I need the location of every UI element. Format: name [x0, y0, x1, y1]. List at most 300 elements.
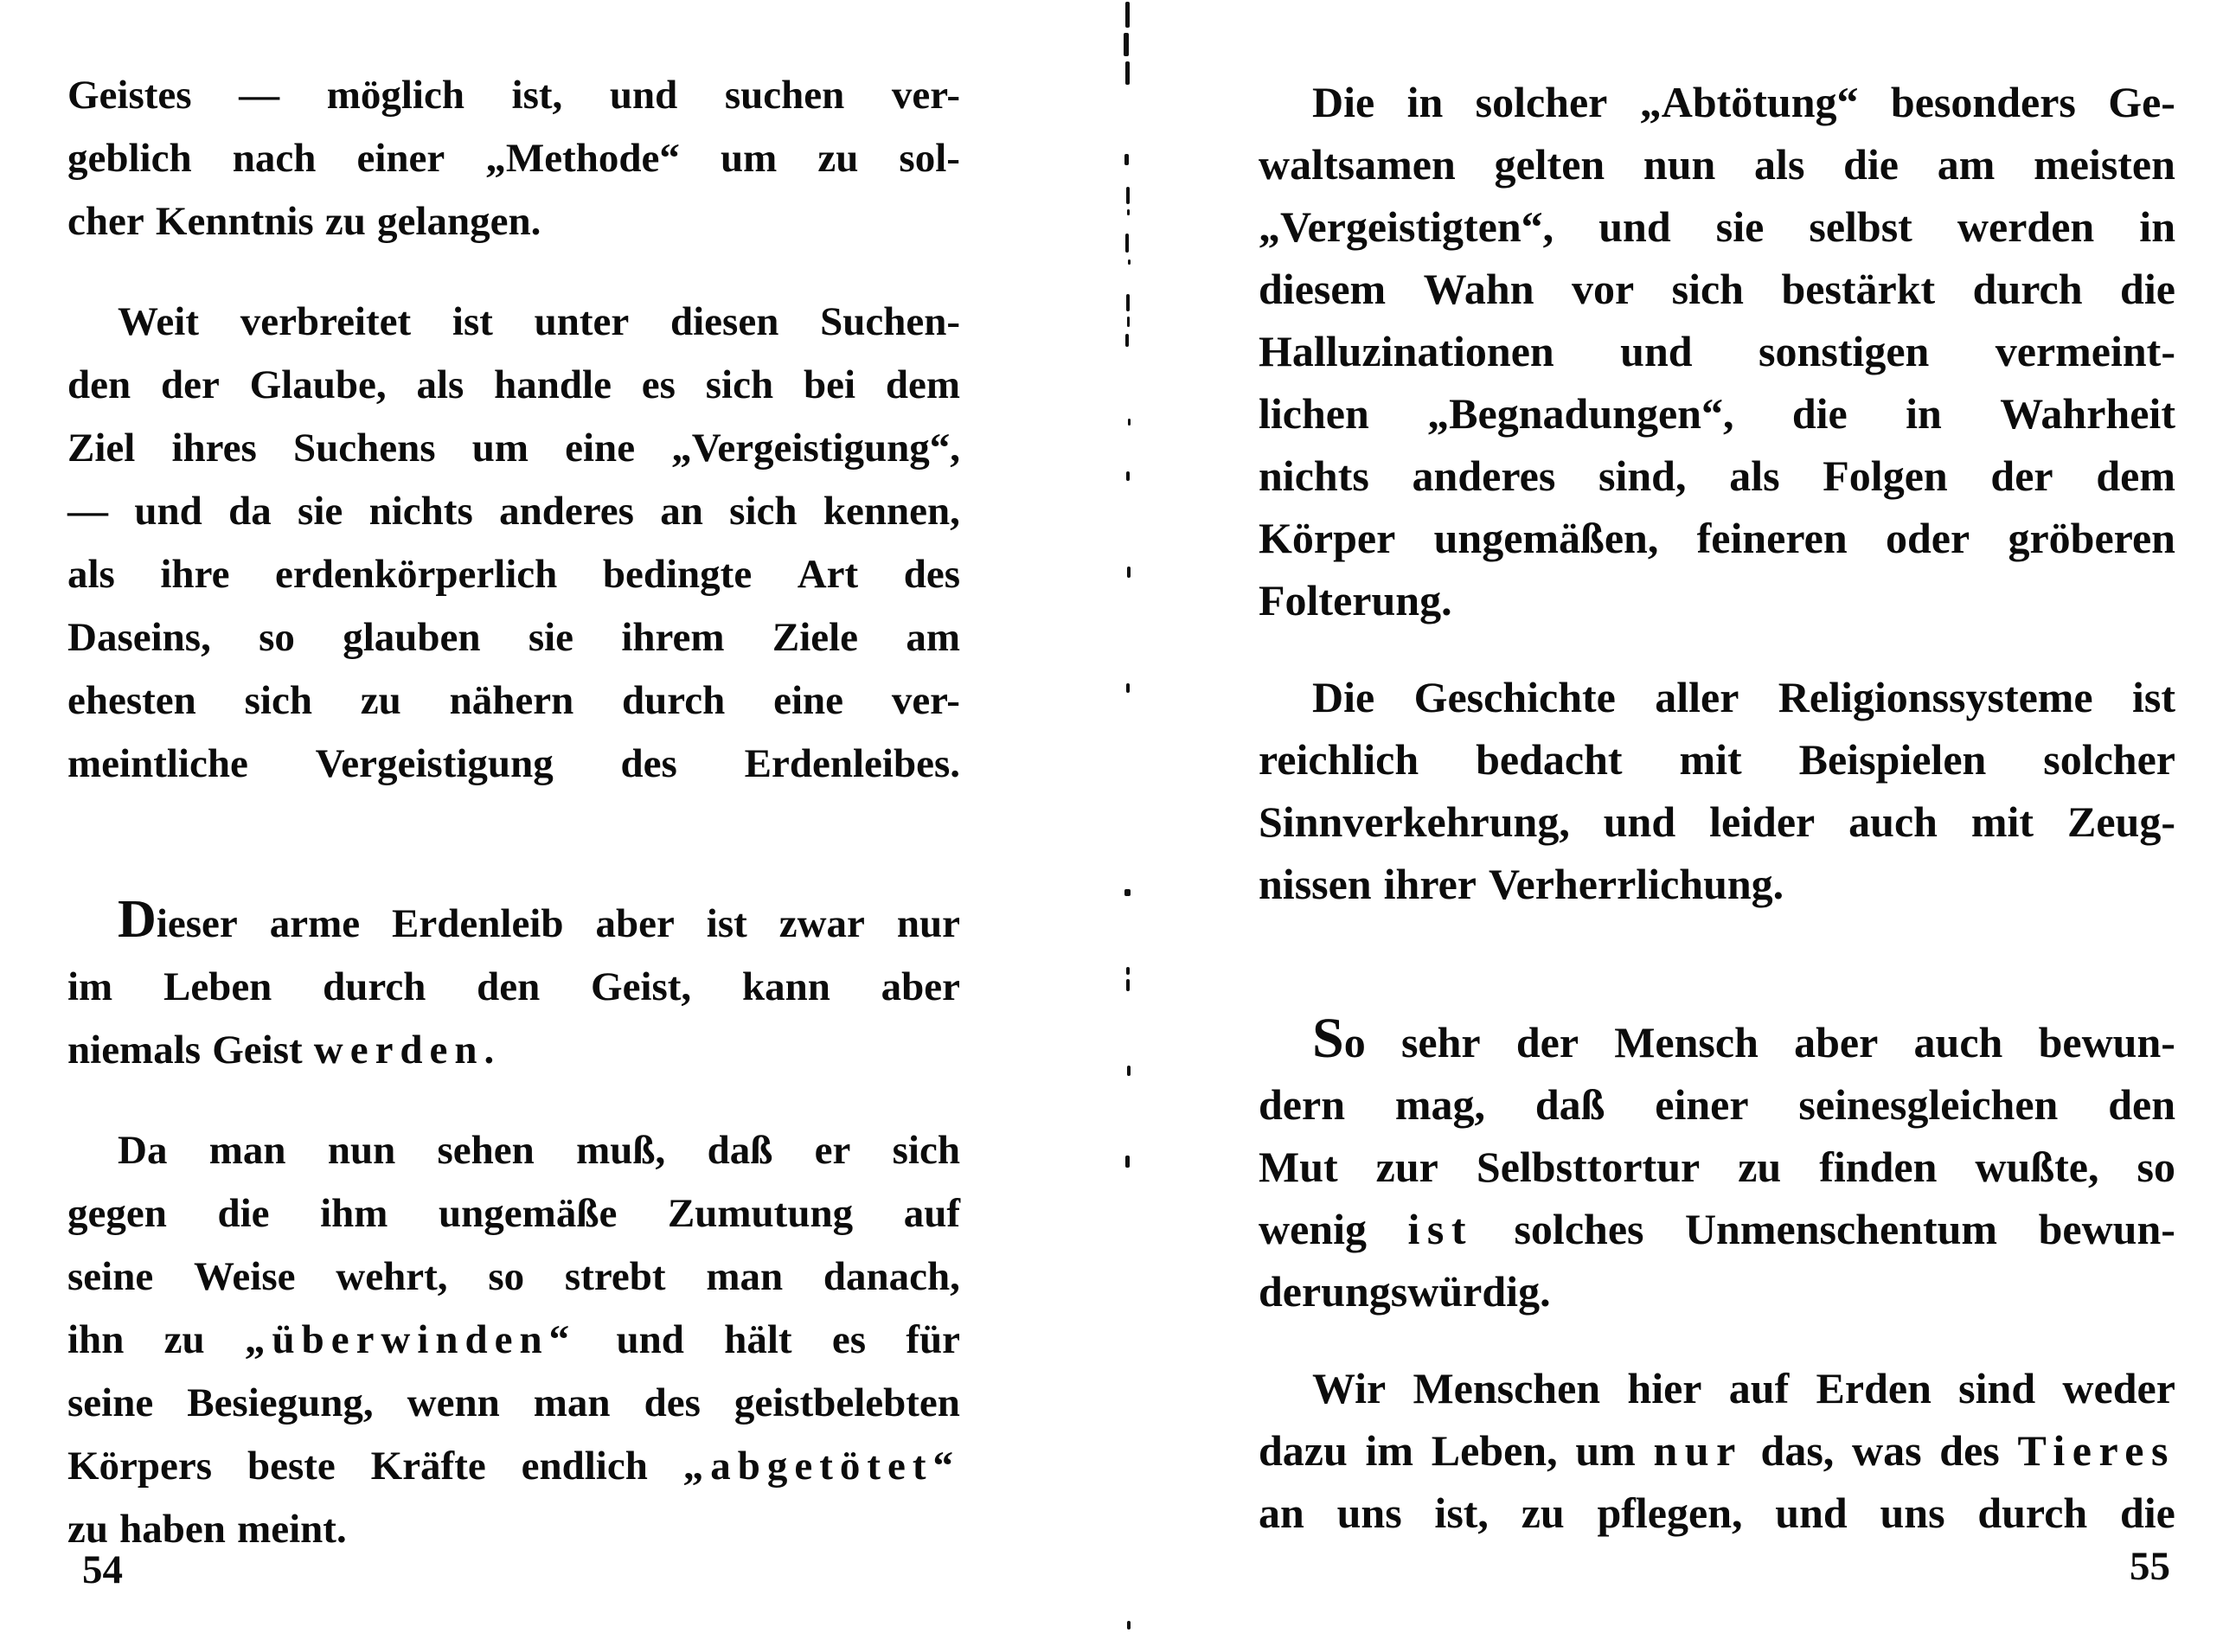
- text-line: [67, 733, 960, 796]
- ink-speck: [1127, 567, 1131, 578]
- text-line: [67, 64, 960, 127]
- text-line: [67, 956, 960, 1019]
- initial-capital: S: [1312, 1007, 1344, 1070]
- word: Erdenleibes.: [744, 741, 960, 786]
- word: Kräfte: [370, 1444, 486, 1489]
- ink-speck: [1126, 187, 1130, 204]
- word: um: [471, 426, 529, 471]
- word: Die: [1312, 78, 1375, 126]
- word: ist: [1407, 1205, 1473, 1253]
- word: zwar: [778, 901, 865, 946]
- word: sonstigen: [1759, 327, 1930, 375]
- word: —: [67, 489, 108, 534]
- text-line: [67, 1119, 960, 1182]
- ink-speck: [1126, 967, 1130, 975]
- text-line: [1259, 791, 2175, 853]
- word: Körper: [1259, 514, 1396, 562]
- word: durch: [1972, 265, 2083, 313]
- text-line: [1259, 445, 2175, 507]
- word: nissen: [1259, 860, 1372, 908]
- word: reichlich: [1259, 735, 1419, 784]
- word: meint.: [237, 1507, 347, 1552]
- word: man: [533, 1380, 611, 1425]
- word: an: [660, 489, 703, 534]
- word: oder: [1885, 514, 1970, 562]
- word: auf: [1728, 1364, 1790, 1412]
- word: um: [1575, 1426, 1636, 1475]
- initial-capital: D: [118, 890, 157, 949]
- word: Leben: [163, 964, 272, 1009]
- word: am: [1937, 140, 1996, 189]
- word: das,: [1760, 1426, 1835, 1475]
- text-line: [1259, 1260, 2175, 1322]
- word: solcher: [1475, 78, 1608, 126]
- word: dem: [2096, 451, 2175, 500]
- word: sich: [1671, 265, 1744, 313]
- word: strebt: [564, 1254, 666, 1299]
- word: des: [644, 1380, 701, 1425]
- word: haben: [119, 1507, 226, 1552]
- word: waltsamen: [1259, 140, 1456, 189]
- right-page-number: 55: [2130, 1544, 2170, 1589]
- word: eine: [565, 426, 636, 471]
- word: zu: [1521, 1489, 1565, 1537]
- word: meisten: [2034, 140, 2175, 189]
- word: in: [2139, 202, 2175, 251]
- word: —: [239, 73, 280, 118]
- word: mit: [1679, 735, 1742, 784]
- word: unter: [534, 299, 630, 344]
- word: zu: [817, 136, 859, 181]
- word: Sinnverkehrung,: [1259, 797, 1570, 846]
- word: besonders: [1890, 78, 2076, 126]
- word: im: [67, 964, 113, 1009]
- word: „Abtötung“: [1639, 78, 1859, 126]
- text-line: [1259, 320, 2175, 382]
- word: anderes: [1412, 451, 1556, 500]
- word: Kenntnis: [155, 199, 314, 244]
- text-line: [1259, 382, 2175, 445]
- text-line: [67, 890, 960, 956]
- word: uns: [1880, 1489, 1945, 1537]
- word: feineren: [1696, 514, 1848, 562]
- word: zu: [324, 199, 366, 244]
- word: seine: [67, 1380, 154, 1425]
- word: am: [906, 615, 960, 660]
- paragraph: [67, 1119, 960, 1561]
- text-line: [67, 1309, 960, 1372]
- word: beste: [247, 1444, 336, 1489]
- word: hier: [1627, 1364, 1702, 1412]
- word: Zumutung: [667, 1191, 854, 1236]
- word: „Vergeistigten“,: [1259, 202, 1554, 251]
- word: meintliche: [67, 741, 248, 786]
- word: durch: [323, 964, 426, 1009]
- word: aller: [1655, 673, 1739, 721]
- word: und: [1603, 797, 1676, 846]
- word: nach: [232, 136, 317, 181]
- word: diesem: [1259, 265, 1387, 313]
- word: einer: [1655, 1080, 1749, 1129]
- word: bei: [803, 362, 855, 407]
- word: und: [1598, 202, 1671, 251]
- word: und: [1620, 327, 1693, 375]
- word: muß,: [576, 1128, 666, 1173]
- word: Ge-: [2108, 78, 2175, 126]
- word: Geist: [212, 1028, 303, 1073]
- ink-speck: [1127, 317, 1130, 327]
- word: die: [2119, 1489, 2175, 1537]
- word: ungemäßen,: [1433, 514, 1659, 562]
- word: solches: [1514, 1205, 1644, 1253]
- word: so: [488, 1254, 525, 1299]
- word: Wahn: [1423, 265, 1534, 313]
- word: und: [134, 489, 202, 534]
- word: selbst: [1809, 202, 1912, 251]
- text-line: [1259, 1482, 2175, 1544]
- text-line: [67, 543, 960, 606]
- word: Menschen: [1413, 1364, 1601, 1412]
- word: die: [1791, 389, 1848, 438]
- text-line: [67, 190, 960, 253]
- word: Zeug-: [2066, 797, 2175, 846]
- paragraph: [1259, 1357, 2175, 1544]
- paragraph: [67, 64, 960, 253]
- text-line: [67, 480, 960, 543]
- text-line: [67, 417, 960, 480]
- word: Besiegung,: [187, 1380, 374, 1425]
- word: gelten: [1494, 140, 1605, 189]
- word: Leben,: [1431, 1426, 1558, 1475]
- word: durch: [622, 678, 726, 723]
- word: und: [1775, 1489, 1848, 1537]
- word: sich: [705, 362, 774, 407]
- ink-speck: [1125, 234, 1129, 253]
- word: handle: [494, 362, 612, 407]
- word: an: [1259, 1489, 1304, 1537]
- text-line: [67, 291, 960, 354]
- text-line: [1259, 507, 2175, 569]
- word: Weise: [194, 1254, 296, 1299]
- word: er: [814, 1128, 851, 1173]
- text-line: [1259, 1007, 2175, 1073]
- word: des: [1939, 1426, 2000, 1475]
- text-line: [67, 354, 960, 417]
- word: Wir: [1312, 1364, 1387, 1412]
- word: für: [906, 1317, 960, 1362]
- word: dern: [1259, 1080, 1345, 1129]
- word: ihrem: [621, 615, 725, 660]
- word: der: [1515, 1018, 1579, 1066]
- word: Körpers: [67, 1444, 213, 1489]
- word: und: [616, 1317, 684, 1362]
- text-line: [1259, 258, 2175, 320]
- word: „abgetötet“: [682, 1444, 960, 1489]
- word: Folgen: [1823, 451, 1948, 500]
- word: da: [228, 489, 272, 534]
- word: derungswürdig.: [1259, 1267, 1551, 1316]
- word: leider: [1709, 797, 1816, 846]
- word: ihre: [160, 552, 230, 597]
- text-line: [67, 127, 960, 190]
- word: bewun-: [2038, 1205, 2175, 1253]
- word: erdenkörperlich: [274, 552, 558, 597]
- word: wußte,: [1975, 1143, 2099, 1191]
- word: ihn: [67, 1317, 125, 1362]
- word: die: [1843, 140, 1899, 189]
- word: so: [259, 615, 295, 660]
- word: Wahrheit: [2000, 389, 2175, 438]
- word: glauben: [343, 615, 481, 660]
- word: bestärkt: [1781, 265, 1936, 313]
- word: Da: [118, 1128, 168, 1173]
- word: Glaube,: [249, 362, 387, 407]
- text-line: [1259, 1357, 2175, 1419]
- word: So: [1312, 1007, 1366, 1070]
- word: der: [160, 362, 220, 407]
- gutter-line-segment: [1125, 61, 1130, 85]
- word: ihrer: [1383, 860, 1477, 908]
- word: nichts: [368, 489, 473, 534]
- text-line: [1259, 71, 2175, 133]
- word: so: [2137, 1143, 2175, 1191]
- word: nur: [1653, 1426, 1743, 1475]
- text-line: [1259, 728, 2175, 791]
- word: geblich: [67, 136, 192, 181]
- word: uns: [1336, 1489, 1402, 1537]
- word: als: [416, 362, 464, 407]
- word: die: [2120, 265, 2175, 313]
- text-line: [1259, 569, 2175, 631]
- word: Weit: [118, 299, 199, 344]
- word: gegen: [67, 1191, 167, 1236]
- ink-speck: [1124, 889, 1131, 896]
- text-line: [1259, 195, 2175, 258]
- word: dazu: [1259, 1426, 1348, 1475]
- word: auch: [1913, 1018, 2003, 1066]
- word: verbreitet: [240, 299, 412, 344]
- text-line: [1259, 1419, 2175, 1482]
- text-line: [1259, 666, 2175, 728]
- word: kennen,: [823, 489, 960, 534]
- ink-speck: [1128, 419, 1131, 426]
- paragraph: [67, 291, 960, 796]
- word: den: [477, 964, 541, 1009]
- word: im: [1365, 1426, 1414, 1475]
- text-line: [1259, 1198, 2175, 1260]
- word: vermeint-: [1995, 327, 2175, 375]
- word: endlich: [521, 1444, 648, 1489]
- word: wenig: [1259, 1205, 1367, 1253]
- text-line: [1259, 1136, 2175, 1198]
- word: sind: [1958, 1364, 2036, 1412]
- word: sehr: [1400, 1018, 1481, 1066]
- ink-speck: [1126, 294, 1130, 311]
- word: sehen: [437, 1128, 535, 1173]
- word: die: [217, 1191, 270, 1236]
- word: „Begnadungen“,: [1427, 389, 1734, 438]
- word: Erden: [1816, 1364, 1932, 1412]
- word: Religionssysteme: [1778, 673, 2093, 721]
- word: kann: [741, 964, 830, 1009]
- word: zu: [1738, 1143, 1782, 1191]
- word: Selbsttortur: [1476, 1143, 1701, 1191]
- word: um: [720, 136, 778, 181]
- word: Die: [1312, 673, 1375, 721]
- word: danach,: [823, 1254, 960, 1299]
- word: wenn: [407, 1380, 500, 1425]
- word: Dieser: [118, 890, 238, 949]
- word: ihres: [171, 426, 257, 471]
- word: zu: [163, 1317, 205, 1362]
- word: mag,: [1394, 1080, 1485, 1129]
- word: Art: [797, 552, 859, 597]
- word: „Vergeistigung“,: [671, 426, 960, 471]
- word: sich: [244, 678, 312, 723]
- word: ist,: [1434, 1489, 1489, 1537]
- word: nähern: [449, 678, 574, 723]
- word: ungemäße: [439, 1191, 618, 1236]
- word: Erdenleib: [392, 901, 564, 946]
- word: in: [1906, 389, 1942, 438]
- word: „überwinden“: [244, 1317, 577, 1362]
- word: aber: [595, 901, 675, 946]
- word: was: [1851, 1426, 1922, 1475]
- paragraph: [1259, 71, 2175, 631]
- word: Geschichte: [1413, 673, 1616, 721]
- word: sich: [892, 1128, 960, 1173]
- text-line: [67, 1498, 960, 1561]
- ink-speck: [1128, 259, 1131, 265]
- word: auch: [1848, 797, 1938, 846]
- word: weder: [2062, 1364, 2175, 1412]
- word: solcher: [2043, 735, 2175, 784]
- ink-speck: [1124, 154, 1129, 165]
- ink-speck: [1127, 1066, 1131, 1076]
- word: der: [1990, 451, 2053, 500]
- word: möglich: [326, 73, 464, 118]
- word: es: [641, 362, 676, 407]
- ink-speck: [1126, 979, 1130, 991]
- text-line: [67, 606, 960, 669]
- word: seinesgleichen: [1798, 1080, 2059, 1129]
- word: Daseins,: [67, 615, 211, 660]
- ink-speck: [1125, 1156, 1130, 1168]
- word: den: [2108, 1080, 2175, 1129]
- word: Unmenschentum: [1684, 1205, 1998, 1253]
- word: gröberen: [2008, 514, 2175, 562]
- gutter-line-segment: [1125, 2, 1130, 28]
- word: Beispielen: [1798, 735, 1987, 784]
- word: ist: [452, 299, 493, 344]
- word: Verherrlichung.: [1489, 860, 1784, 908]
- word: und: [609, 73, 678, 118]
- word: eine: [773, 678, 844, 723]
- paragraph: [1259, 666, 2175, 915]
- word: zur: [1375, 1143, 1438, 1191]
- word: sich: [729, 489, 798, 534]
- word: gelangen.: [377, 199, 541, 244]
- word: werden.: [313, 1028, 502, 1073]
- text-line: [67, 669, 960, 733]
- word: Vergeistigung: [315, 741, 554, 786]
- word: bedingte: [602, 552, 753, 597]
- word: nun: [1643, 140, 1716, 189]
- word: ist: [2132, 673, 2175, 721]
- word: es: [831, 1317, 867, 1362]
- word: daß: [707, 1128, 773, 1173]
- word: Suchens: [292, 426, 436, 471]
- word: dem: [885, 362, 960, 407]
- word: ehesten: [67, 678, 196, 723]
- left-page-number: 54: [82, 1547, 123, 1592]
- word: ver-: [891, 73, 960, 118]
- ink-speck: [1126, 683, 1130, 693]
- word: zu: [67, 1507, 108, 1552]
- word: den: [67, 362, 131, 407]
- ink-speck: [1127, 1621, 1131, 1630]
- word: anderes: [499, 489, 634, 534]
- word: Tieres: [2017, 1426, 2175, 1475]
- paragraph: [1259, 1007, 2175, 1322]
- word: niemals: [67, 1028, 202, 1073]
- word: Geistes: [67, 73, 192, 118]
- word: auf: [903, 1191, 960, 1236]
- word: aber: [881, 964, 960, 1009]
- word: zu: [360, 678, 401, 723]
- word: daß: [1534, 1080, 1605, 1129]
- text-line: [67, 1372, 960, 1435]
- word: cher: [67, 199, 144, 244]
- word: bedacht: [1476, 735, 1623, 784]
- word: geistbelebten: [734, 1380, 960, 1425]
- text-line: [1259, 133, 2175, 195]
- word: sind,: [1598, 451, 1687, 500]
- word: einer: [356, 136, 445, 181]
- word: Suchen-: [820, 299, 960, 344]
- word: Folterung.: [1259, 576, 1452, 624]
- word: sie: [528, 615, 574, 660]
- word: pflegen,: [1597, 1489, 1743, 1537]
- word: Mut: [1259, 1143, 1338, 1191]
- ink-speck: [1127, 209, 1130, 215]
- word: ist: [706, 901, 747, 946]
- word: Ziel: [67, 426, 136, 471]
- word: sol-: [899, 136, 960, 181]
- word: sie: [298, 489, 343, 534]
- text-line: [67, 1182, 960, 1245]
- text-line: [1259, 1073, 2175, 1136]
- text-line: [67, 1245, 960, 1309]
- word: nur: [896, 901, 960, 946]
- left-page: [67, 64, 960, 1561]
- word: sie: [1715, 202, 1765, 251]
- word: hält: [724, 1317, 792, 1362]
- word: in: [1406, 78, 1444, 126]
- word: aber: [1794, 1018, 1879, 1066]
- word: lichen: [1259, 389, 1369, 438]
- word: des: [620, 741, 677, 786]
- word: wehrt,: [336, 1254, 448, 1299]
- ink-speck: [1125, 334, 1129, 347]
- word: als: [67, 552, 115, 597]
- word: ver-: [891, 678, 960, 723]
- word: mit: [1970, 797, 2034, 846]
- word: „Methode“: [485, 136, 680, 181]
- word: als: [1729, 451, 1780, 500]
- word: diesen: [669, 299, 779, 344]
- word: Geist,: [591, 964, 692, 1009]
